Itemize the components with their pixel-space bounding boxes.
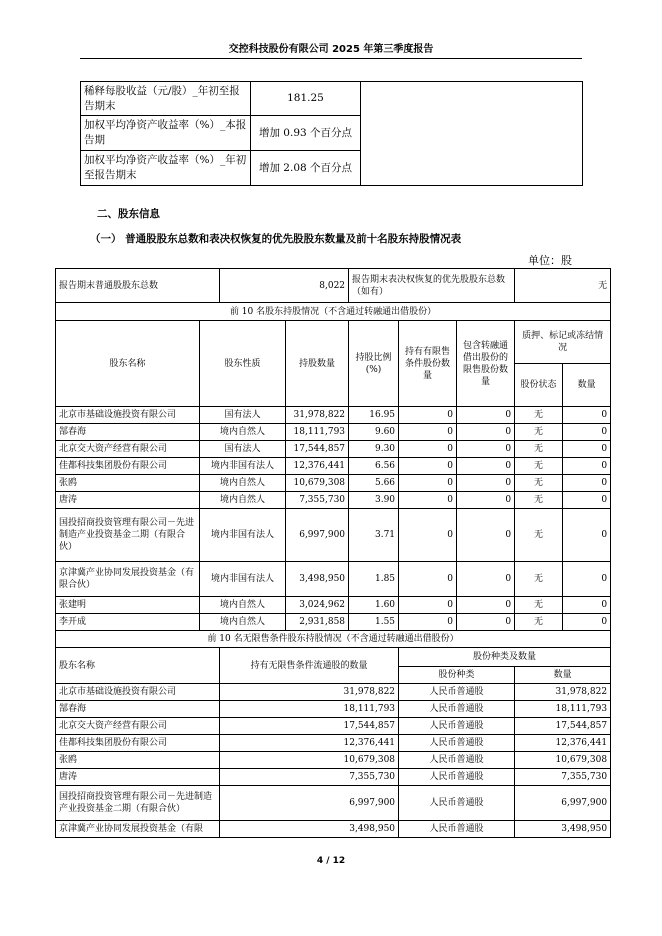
holder-lending: 0 [457, 492, 515, 509]
holder-restricted: 0 [399, 458, 457, 475]
holder-restricted: 0 [399, 509, 457, 562]
table-row [56, 821, 611, 838]
holder-restricted: 0 [399, 407, 457, 424]
holder-lending: 0 [457, 441, 515, 458]
holder-pledge-status: 无 [515, 614, 563, 631]
holder-shares: 12,376,441 [286, 458, 349, 475]
u-holder-name: 北京市基础设施投资有限公司 [56, 684, 220, 701]
header-divider [80, 58, 582, 59]
holder-nature: 国有法人 [200, 407, 286, 424]
u-holder-name: 佳都科技集团股份有限公司 [56, 735, 220, 752]
u-holder-type: 人民币普通股 [399, 821, 515, 838]
table-row [56, 458, 611, 475]
u-holder-qty: 17,544,857 [515, 718, 611, 735]
holder-name: 北京交大资产经营有限公司 [56, 441, 200, 458]
holder-pledge-status: 无 [515, 492, 563, 509]
table-row [56, 562, 611, 597]
u-holder-name: 国投招商投资管理有限公司－先进制造产业投资基金二期（有限合伙） [56, 786, 220, 821]
u-holder-name: 郜春海 [56, 701, 220, 718]
top10-title: 前 10 名股东持股情况（不含通过转融通出借股份） [56, 303, 611, 321]
holder-ratio: 3.71 [349, 509, 399, 562]
u-holder-qty: 3,498,950 [515, 821, 611, 838]
holder-shares: 3,498,950 [286, 562, 349, 597]
holder-pledge-status: 无 [515, 475, 563, 492]
u-header-type-qty: 股份种类及数量 [399, 648, 611, 667]
row-value: 181.25 [251, 82, 361, 116]
table-row [56, 424, 611, 441]
holder-nature: 境内自然人 [200, 597, 286, 614]
holder-nature: 境内自然人 [200, 424, 286, 441]
header-ratio: 持股比例(%) [349, 321, 399, 407]
u-header-type: 股份种类 [399, 667, 515, 684]
page-header: 交控科技股份有限公司 2025 年第三季度报告 [228, 44, 434, 55]
total-holders-value: 8,022 [220, 269, 349, 303]
holder-pledge-status: 无 [515, 407, 563, 424]
table-row [56, 597, 611, 614]
holder-pledge-status: 无 [515, 509, 563, 562]
holder-shares: 3,024,962 [286, 597, 349, 614]
eps-roe-table [80, 81, 583, 186]
holder-pledge-qty: 0 [563, 509, 611, 562]
table-row [56, 509, 611, 562]
table-row [56, 735, 611, 752]
u-holder-qty: 18,111,793 [515, 701, 611, 718]
section-subtitle: （一） 普通股股东总数和表决权恢复的优先股股东数量及前十名股东持股情况表 [90, 233, 462, 245]
holder-shares: 18,111,793 [286, 424, 349, 441]
holder-lending: 0 [457, 509, 515, 562]
holder-ratio: 5.66 [349, 475, 399, 492]
holder-shares: 7,355,730 [286, 492, 349, 509]
holder-pledge-qty: 0 [563, 562, 611, 597]
holder-restricted: 0 [399, 562, 457, 597]
holder-pledge-status: 无 [515, 458, 563, 475]
holder-pledge-qty: 0 [563, 614, 611, 631]
holder-ratio: 1.85 [349, 562, 399, 597]
holder-nature: 境内非国有法人 [200, 509, 286, 562]
holder-name: 京津冀产业协同发展投资基金（有限合伙） [56, 562, 200, 597]
u-holder-shares: 10,679,308 [220, 752, 399, 769]
row-label: 稀释每股收益（元/股）_年初至报告期末 [81, 82, 251, 116]
holder-restricted: 0 [399, 441, 457, 458]
header-shares: 持股数量 [286, 321, 349, 407]
u-header-shares: 持有无限售条件流通股的数量 [220, 648, 399, 684]
u-holder-qty: 6,997,900 [515, 786, 611, 821]
u-holder-type: 人民币普通股 [399, 786, 515, 821]
table-row [56, 684, 611, 701]
u-holder-shares: 18,111,793 [220, 701, 399, 718]
u-holder-name: 张鸥 [56, 752, 220, 769]
holder-lending: 0 [457, 458, 515, 475]
u-holder-type: 人民币普通股 [399, 752, 515, 769]
header-pledge-status: 股份状态 [515, 364, 563, 407]
holder-shares: 6,997,900 [286, 509, 349, 562]
holder-lending: 0 [457, 597, 515, 614]
u-holder-shares: 17,544,857 [220, 718, 399, 735]
u-holder-shares: 7,355,730 [220, 769, 399, 786]
u-header-qty: 数量 [515, 667, 611, 684]
holder-pledge-qty: 0 [563, 407, 611, 424]
holder-lending: 0 [457, 407, 515, 424]
holder-restricted: 0 [399, 424, 457, 441]
holder-pledge-status: 无 [515, 562, 563, 597]
holder-restricted: 0 [399, 597, 457, 614]
u-holder-type: 人民币普通股 [399, 684, 515, 701]
u-holder-qty: 10,679,308 [515, 752, 611, 769]
holder-ratio: 1.55 [349, 614, 399, 631]
pref-holders-value: 无 [515, 269, 611, 303]
unit-label: 单位：股 [528, 254, 572, 267]
holder-name: 北京市基础设施投资有限公司 [56, 407, 200, 424]
table-row [56, 614, 611, 631]
holder-restricted: 0 [399, 475, 457, 492]
row-value: 增加 0.93 个百分点 [251, 116, 361, 151]
blank-cell [361, 82, 583, 186]
holder-ratio: 3.90 [349, 492, 399, 509]
header-pledge-qty: 数量 [563, 364, 611, 407]
holder-shares: 17,544,857 [286, 441, 349, 458]
holder-pledge-qty: 0 [563, 424, 611, 441]
shareholders-table [55, 268, 611, 838]
holder-pledge-qty: 0 [563, 597, 611, 614]
holder-nature: 境内自然人 [200, 475, 286, 492]
table-row [56, 701, 611, 718]
holder-pledge-qty: 0 [563, 492, 611, 509]
table-row [56, 475, 611, 492]
u-holder-type: 人民币普通股 [399, 718, 515, 735]
u-header-name: 股东名称 [56, 648, 220, 684]
holder-pledge-qty: 0 [563, 441, 611, 458]
holder-nature: 境内非国有法人 [200, 562, 286, 597]
u-holder-qty: 31,978,822 [515, 684, 611, 701]
holder-ratio: 16.95 [349, 407, 399, 424]
holder-name: 张鸥 [56, 475, 200, 492]
holder-name: 唐涛 [56, 492, 200, 509]
holder-pledge-status: 无 [515, 441, 563, 458]
u-holder-shares: 6,997,900 [220, 786, 399, 821]
u-holder-type: 人民币普通股 [399, 769, 515, 786]
holder-pledge-status: 无 [515, 424, 563, 441]
holder-shares: 2,931,858 [286, 614, 349, 631]
holder-lending: 0 [457, 475, 515, 492]
holder-name: 佳都科技集团股份有限公司 [56, 458, 200, 475]
table-row [56, 407, 611, 424]
holder-restricted: 0 [399, 492, 457, 509]
u-holder-name: 唐涛 [56, 769, 220, 786]
table-row [56, 752, 611, 769]
header-name: 股东名称 [56, 321, 200, 407]
holder-nature: 境内自然人 [200, 614, 286, 631]
row-label: 加权平均净资产收益率（%）_本报告期 [81, 116, 251, 151]
u-holder-qty: 7,355,730 [515, 769, 611, 786]
holder-ratio: 6.56 [349, 458, 399, 475]
pref-holders-label: 报告期末表决权恢复的优先股股东总数（如有） [349, 269, 515, 303]
holder-name: 郜春海 [56, 424, 200, 441]
u-holder-type: 人民币普通股 [399, 701, 515, 718]
holder-nature: 国有法人 [200, 441, 286, 458]
section-title: 二、股东信息 [97, 208, 160, 220]
holder-nature: 境内非国有法人 [200, 458, 286, 475]
holder-shares: 10,679,308 [286, 475, 349, 492]
u-holder-shares: 12,376,441 [220, 735, 399, 752]
holder-lending: 0 [457, 424, 515, 441]
holder-name: 张建明 [56, 597, 200, 614]
u-holder-shares: 31,978,822 [220, 684, 399, 701]
table-row [56, 441, 611, 458]
row-label: 加权平均净资产收益率（%）_年初至报告期末 [81, 151, 251, 186]
u-holder-name: 京津冀产业协同发展投资基金（有限 [56, 821, 220, 838]
page-number: 4 / 12 [316, 856, 346, 866]
holder-pledge-qty: 0 [563, 475, 611, 492]
table-row [56, 786, 611, 821]
table-row [56, 492, 611, 509]
table-row [56, 718, 611, 735]
header-lending: 包含转融通借出股份的限售股份数量 [457, 321, 515, 407]
holder-pledge-qty: 0 [563, 458, 611, 475]
table-row [56, 769, 611, 786]
total-holders-label: 报告期末普通股股东总数 [56, 269, 220, 303]
holder-name: 国投招商投资管理有限公司－先进制造产业投资基金二期（有限合伙） [56, 509, 200, 562]
holder-ratio: 1.60 [349, 597, 399, 614]
header-restricted: 持有有限售条件股份数量 [399, 321, 457, 407]
holder-shares: 31,978,822 [286, 407, 349, 424]
holder-lending: 0 [457, 614, 515, 631]
u-holder-shares: 3,498,950 [220, 821, 399, 838]
unrestricted-title: 前 10 名无限售条件股东持股情况（不含通过转融通出借股份） [56, 631, 611, 648]
header-nature: 股东性质 [200, 321, 286, 407]
row-value: 增加 2.08 个百分点 [251, 151, 361, 186]
holder-lending: 0 [457, 562, 515, 597]
holder-name: 李开成 [56, 614, 200, 631]
holder-restricted: 0 [399, 614, 457, 631]
u-holder-type: 人民币普通股 [399, 735, 515, 752]
u-holder-name: 北京交大资产经营有限公司 [56, 718, 220, 735]
holder-pledge-status: 无 [515, 597, 563, 614]
holder-ratio: 9.30 [349, 441, 399, 458]
u-holder-qty: 12,376,441 [515, 735, 611, 752]
holder-nature: 境内自然人 [200, 492, 286, 509]
header-pledge: 质押、标记或冻结情况 [515, 321, 611, 364]
holder-ratio: 9.60 [349, 424, 399, 441]
